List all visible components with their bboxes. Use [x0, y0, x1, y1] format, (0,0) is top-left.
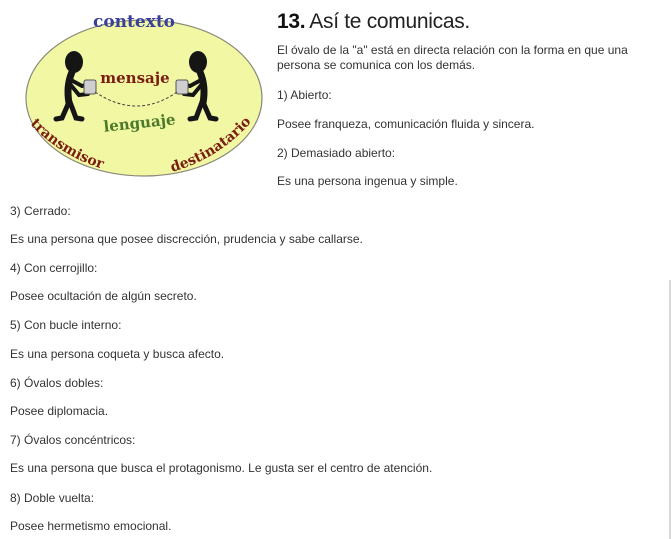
- word-message: mensaje: [100, 69, 170, 87]
- word-language: lenguaje: [102, 110, 177, 136]
- item-4-label: 4) Con cerrojillo:: [10, 261, 98, 275]
- intro-paragraph: El óvalo de la "a" está en directa relación con la forma en que una persona se comunica con los demás.: [277, 43, 628, 72]
- sender-can: [84, 80, 96, 94]
- receiver-can: [176, 80, 188, 94]
- item-2-description: Es una persona ingenua y simple.: [277, 174, 458, 188]
- item-1-label: 1) Abierto:: [277, 88, 332, 102]
- item-8-label: 8) Doble vuelta:: [10, 491, 95, 505]
- word-context: contexto: [92, 12, 176, 32]
- item-3-description: Es una persona que posee discrección, prudencia y sabe callarse.: [10, 232, 363, 246]
- item-7-label: 7) Óvalos concéntricos:: [10, 433, 136, 447]
- item-5-label: 5) Con bucle interno:: [10, 318, 122, 332]
- item-5-description: Es una persona coqueta y busca afecto.: [10, 347, 225, 361]
- item-7-description: Es una persona que busca el protagonismo. Le gusta ser el centro de atención.: [10, 461, 433, 475]
- item-2-label: 2) Demasiado abierto:: [277, 146, 396, 160]
- page-title: [277, 10, 470, 34]
- title-text: Así te comunicas.: [309, 10, 470, 33]
- title-number: 13.: [277, 10, 306, 33]
- item-3-label: 3) Cerrado:: [10, 204, 71, 218]
- item-6-description: Posee diplomacia.: [10, 404, 109, 418]
- word-receiver: destinatario: [168, 113, 255, 176]
- item-8-description: Posee hermetismo emocional.: [10, 519, 172, 533]
- item-6-label: 6) Óvalos dobles:: [10, 376, 104, 390]
- item-4-description: Posee ocultación de algún secreto.: [10, 289, 197, 303]
- item-1-description: Posee franqueza, comunicación fluida y sincera.: [277, 117, 535, 131]
- word-sender: transmisor: [27, 115, 106, 173]
- communication-illustration: [22, 6, 267, 184]
